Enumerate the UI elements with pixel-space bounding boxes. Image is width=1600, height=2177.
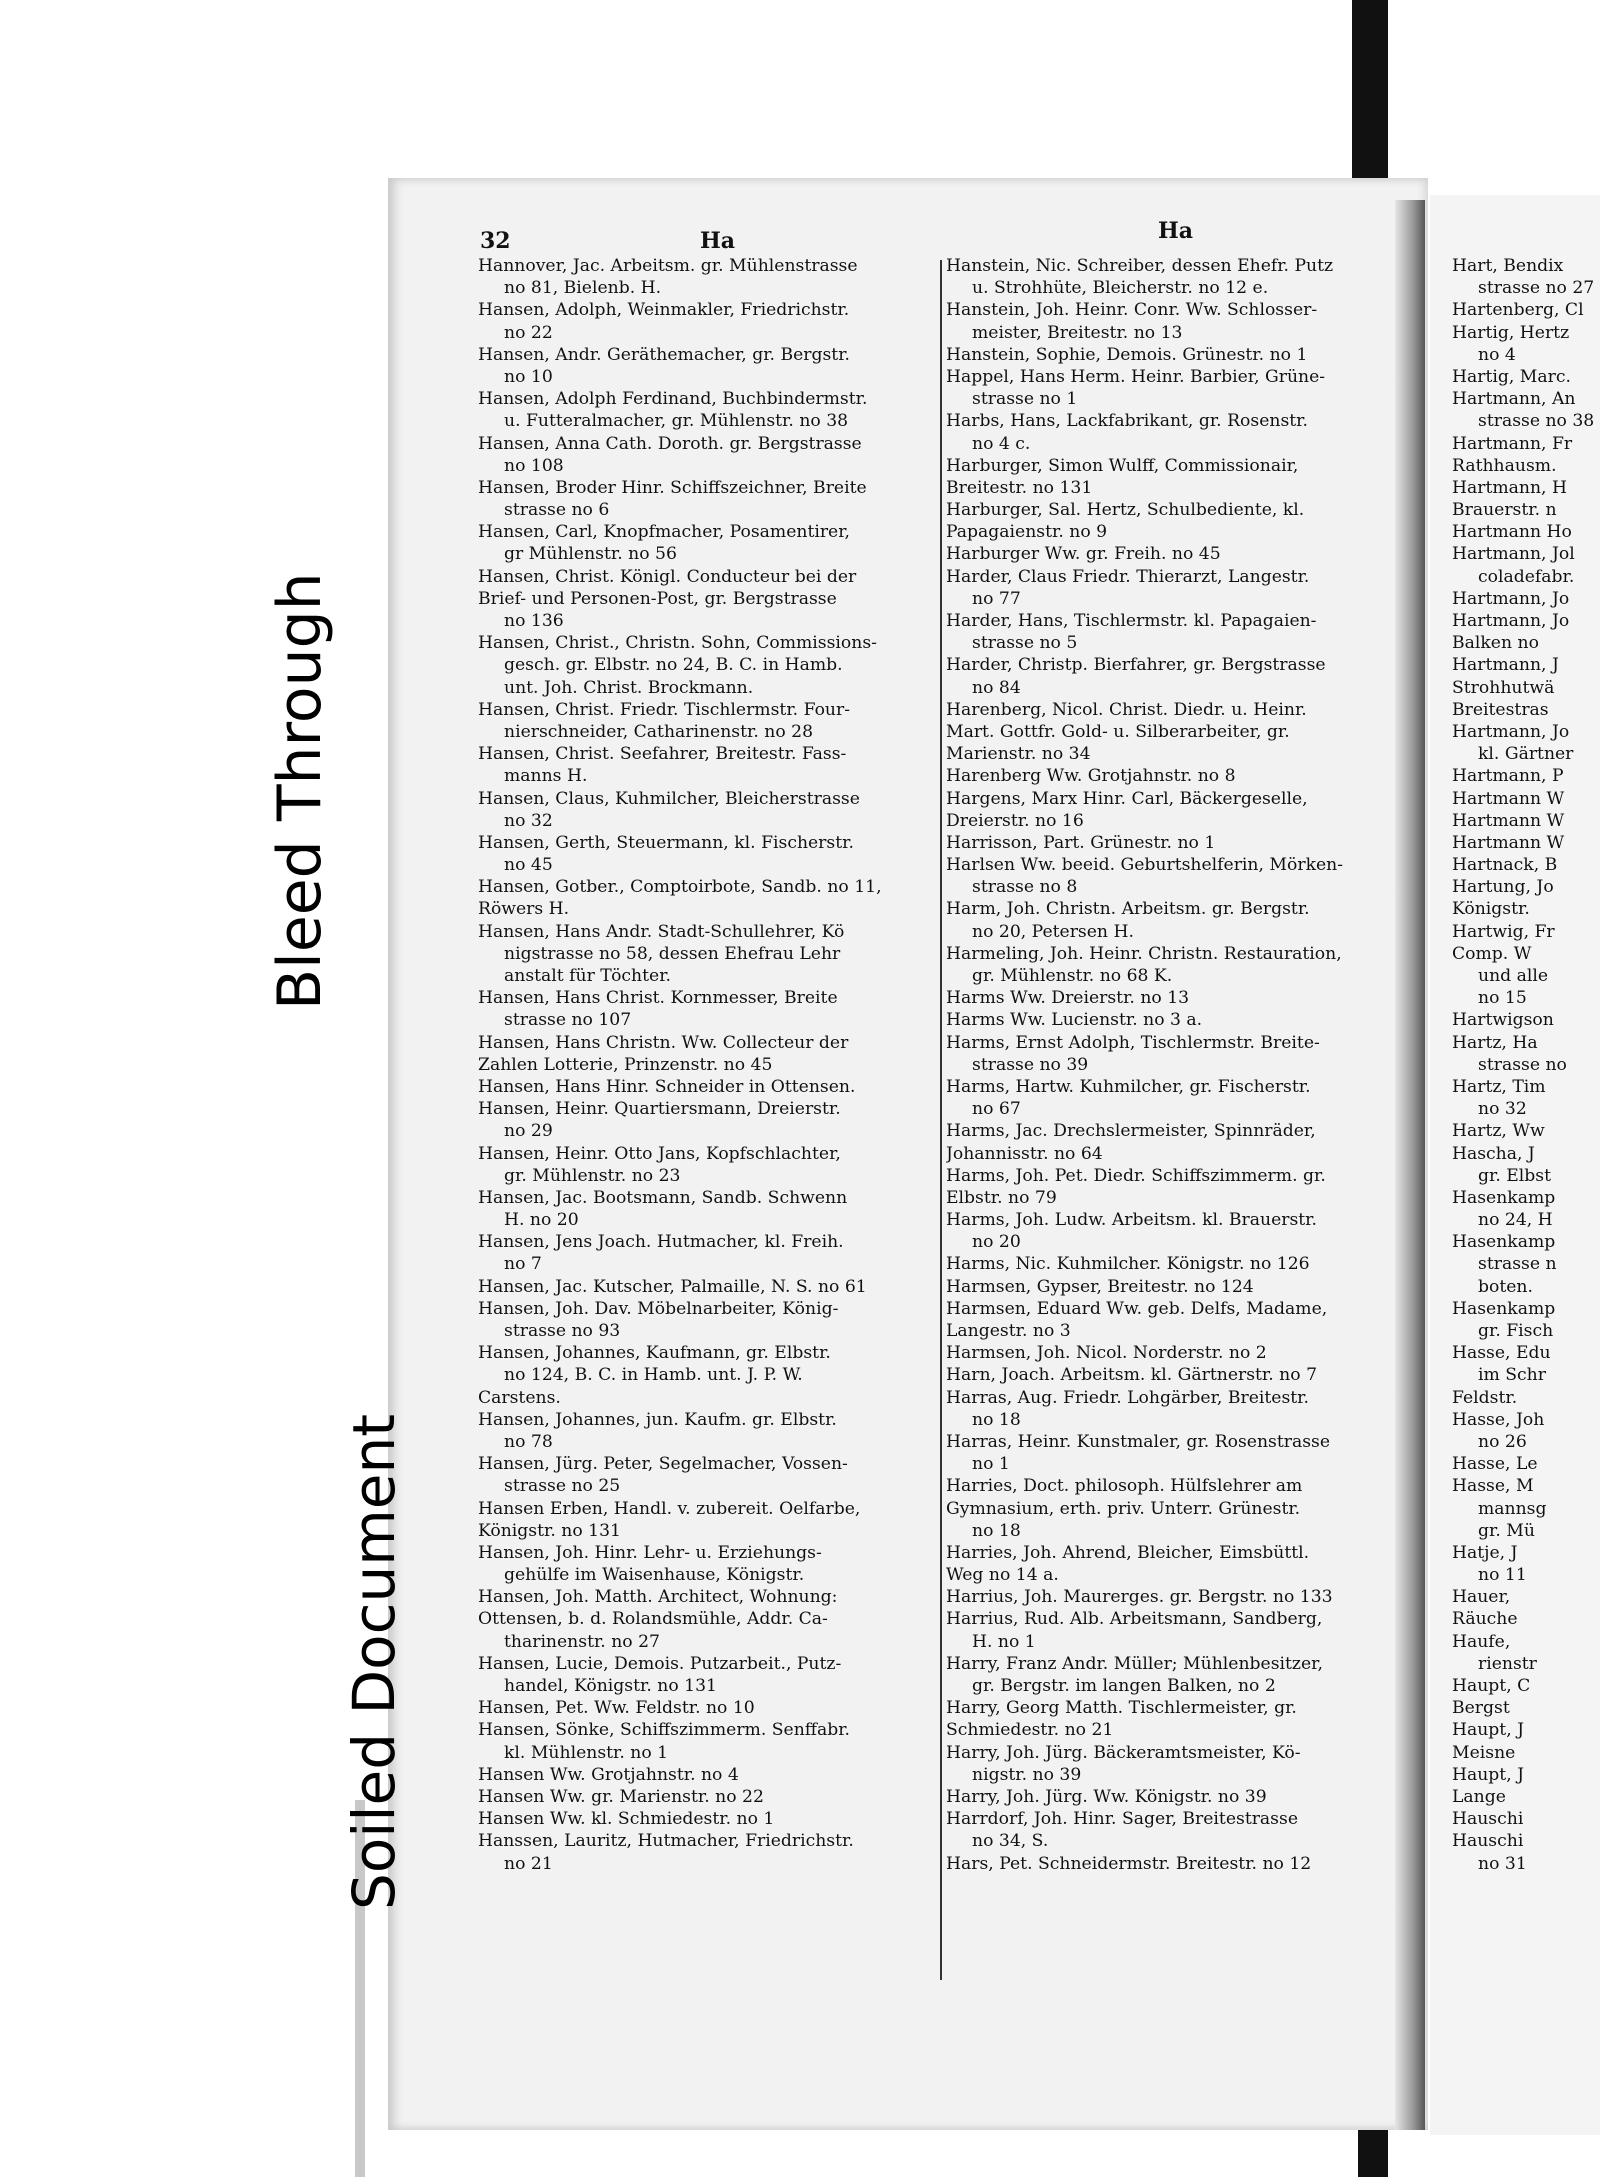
directory-line: manns H. <box>504 766 588 787</box>
directory-line: Haupt, J <box>1452 1720 1525 1741</box>
directory-line: Hansen, Christ., Christn. Sohn, Commissions- <box>478 633 877 654</box>
directory-line: Lange <box>1452 1786 1506 1807</box>
directory-line: Harrisson, Part. Grünestr. no 1 <box>946 832 1216 853</box>
directory-line: Hansen, Johannes, jun. Kaufm. gr. Elbstr. <box>478 1409 837 1430</box>
directory-line: no 32 <box>504 810 553 831</box>
directory-line: Harms, Jac. Drechslermeister, Spinnräder, <box>946 1121 1316 1142</box>
directory-line: Breitestras <box>1452 699 1549 720</box>
directory-line: no 20 <box>972 1232 1021 1253</box>
directory-line: no 18 <box>972 1409 1021 1430</box>
directory-line: Königstr. no 131 <box>478 1520 621 1541</box>
directory-line: Haupt, C <box>1452 1676 1531 1696</box>
directory-line: no 108 <box>504 455 564 476</box>
directory-line: no 7 <box>504 1254 542 1275</box>
directory-line: Elbstr. no 79 <box>946 1187 1057 1208</box>
directory-line: Harms Ww. Dreierstr. no 13 <box>946 988 1190 1009</box>
directory-line: Hansen, Claus, Kuhmilcher, Bleicherstrasse <box>478 788 860 809</box>
directory-line: Hansen Ww. gr. Marienstr. no 22 <box>478 1786 764 1807</box>
directory-line: gr. Bergstr. im langen Balken, no 2 <box>972 1676 1276 1696</box>
directory-line: no 81, Bielenb. H. <box>504 278 662 299</box>
directory-line: Hansen, Jürg. Peter, Segelmacher, Vossen- <box>478 1454 848 1475</box>
directory-line: Harry, Joh. Jürg. Ww. Königstr. no 39 <box>946 1786 1267 1807</box>
directory-line: Balken no <box>1452 633 1539 654</box>
directory-line: no 84 <box>972 677 1021 698</box>
directory-line: Hansen, Heinr. Otto Jans, Kopfschlachter, <box>478 1143 841 1164</box>
directory-line: Meisne <box>1452 1742 1516 1763</box>
directory-line: Harrius, Joh. Maurerges. gr. Bergstr. no 133 <box>946 1587 1333 1608</box>
running-head-left: Ha <box>700 228 736 254</box>
directory-line: Harms, Nic. Kuhmilcher. Königstr. no 126 <box>946 1254 1310 1275</box>
directory-line: Marienstr. no 34 <box>946 744 1091 765</box>
right-column <box>946 255 1392 1875</box>
directory-line: Rathhausm. <box>1452 455 1557 476</box>
book-gutter <box>1395 200 1425 2130</box>
directory-line: no 10 <box>504 366 553 387</box>
directory-line: Königstr. <box>1452 899 1530 920</box>
directory-line: Hartig, Marc. <box>1452 366 1571 387</box>
directory-line: coladefabr. <box>1478 566 1575 587</box>
directory-line: no 136 <box>504 611 564 631</box>
directory-line: gr Mühlenstr. no 56 <box>504 544 677 565</box>
directory-line: Breitestr. no 131 <box>946 477 1093 498</box>
directory-line: strasse no 38 <box>1478 411 1595 432</box>
directory-line: no 4 <box>1478 344 1516 365</box>
directory-line: Hartmann, Jol <box>1452 544 1575 565</box>
column-rule <box>940 260 942 1980</box>
directory-line: Hatje, J <box>1452 1542 1518 1563</box>
directory-line: Hansen, Lucie, Demois. Putzarbeit., Putz- <box>478 1653 842 1674</box>
directory-line: Röwers H. <box>478 899 570 920</box>
directory-line: Hars, Pet. Schneidermstr. Breitestr. no 12 <box>946 1853 1312 1874</box>
directory-line: Harder, Claus Friedr. Thierarzt, Langestr. <box>946 566 1310 587</box>
directory-line: Papagaienstr. no 9 <box>946 522 1108 543</box>
directory-line: strasse no 8 <box>972 877 1078 898</box>
directory-line: Hartmann W <box>1452 788 1565 809</box>
directory-line: Hartmann, P <box>1452 766 1564 787</box>
directory-line: no 77 <box>972 588 1021 609</box>
directory-line: Langestr. no 3 <box>946 1321 1071 1341</box>
directory-line: Harries, Doct. philosoph. Hülfslehrer am <box>946 1476 1303 1497</box>
directory-line: Happel, Hans Herm. Heinr. Barbier, Grüne- <box>946 366 1326 387</box>
directory-line: Harras, Heinr. Kunstmaler, gr. Rosenstrasse <box>946 1431 1331 1452</box>
directory-line: no 29 <box>504 1121 553 1142</box>
directory-line: Hargens, Marx Hinr. Carl, Bäckergeselle, <box>946 788 1308 809</box>
directory-line: Comp. W <box>1452 943 1532 964</box>
directory-line: Hartmann W <box>1452 832 1565 853</box>
directory-line: gr. Elbst <box>1478 1165 1552 1186</box>
directory-line: Harrdorf, Joh. Hinr. Sager, Breitestrasse <box>946 1809 1298 1830</box>
directory-line: no 15 <box>1478 988 1527 1009</box>
directory-line: nigstrasse no 58, dessen Ehefrau Lehr <box>504 943 841 964</box>
directory-line: Brauerstr. n <box>1452 500 1557 521</box>
directory-line: Harder, Christp. Bierfahrer, gr. Bergstrasse <box>946 655 1326 676</box>
directory-line: H. no 1 <box>972 1631 1036 1652</box>
directory-line: Hansen, Christ. Seefahrer, Breitestr. Fass- <box>478 744 847 765</box>
directory-line: Harmeling, Joh. Heinr. Christn. Restauration, <box>946 943 1342 964</box>
directory-line: strasse no 93 <box>504 1321 621 1341</box>
directory-line: strasse no 5 <box>972 633 1078 654</box>
directory-line: Gymnasium, erth. priv. Unterr. Grünestr. <box>946 1498 1301 1519</box>
directory-line: Carstens. <box>478 1387 561 1408</box>
directory-line: Harmsen, Gypser, Breitestr. no 124 <box>946 1276 1254 1297</box>
directory-line: Harries, Joh. Ahrend, Bleicher, Eimsbüttl. <box>946 1542 1310 1563</box>
directory-line: strasse no 6 <box>504 500 610 521</box>
directory-line: kl. Mühlenstr. no 1 <box>504 1742 669 1763</box>
directory-line: Hansen, Carl, Knopfmacher, Posamentirer, <box>478 522 851 543</box>
directory-line: Hansen, Hans Christn. Ww. Collecteur der <box>478 1032 849 1053</box>
directory-line: Hartwigson <box>1452 1010 1554 1031</box>
directory-line: Hasenkamp <box>1452 1232 1556 1253</box>
directory-line: Harmsen, Joh. Nicol. Norderstr. no 2 <box>946 1343 1267 1364</box>
directory-line: Harlsen Ww. beeid. Geburtshelferin, Mörken- <box>946 855 1344 876</box>
directory-line: gr. Fisch <box>1478 1321 1554 1341</box>
page-number: 32 <box>480 228 511 254</box>
directory-line: no 26 <box>1478 1431 1527 1452</box>
bleed-through-label: Bleed Through <box>265 572 335 1010</box>
directory-line: Hansen, Adolph, Weinmakler, Friedrichstr. <box>478 300 850 321</box>
directory-line: no 21 <box>504 1853 553 1874</box>
directory-line: no 45 <box>504 855 553 876</box>
directory-line: Mart. Gottfr. Gold- u. Silberarbeiter, gr. <box>946 721 1290 742</box>
directory-line: Harms, Joh. Ludw. Arbeitsm. kl. Brauerstr. <box>946 1210 1317 1231</box>
directory-line: strasse no 27 <box>1478 278 1595 299</box>
directory-line: strasse no 107 <box>504 1010 632 1031</box>
directory-line: Harry, Franz Andr. Müller; Mühlenbesitzer, <box>946 1653 1323 1674</box>
directory-line: Weg no 14 a. <box>946 1565 1059 1586</box>
directory-line: strasse no <box>1478 1054 1567 1075</box>
directory-line: Hanstein, Joh. Heinr. Conr. Ww. Schlosser- <box>946 300 1318 321</box>
directory-line: tharinenstr. no 27 <box>504 1631 660 1652</box>
directory-line: Hansen, Joh. Dav. Möbelnarbeiter, König- <box>478 1298 839 1319</box>
directory-line: no 1 <box>972 1454 1010 1475</box>
directory-line: handel, Königstr. no 131 <box>504 1676 717 1696</box>
directory-line: rienstr <box>1478 1653 1537 1674</box>
directory-line: Harms, Hartw. Kuhmilcher, gr. Fischerstr. <box>946 1076 1311 1097</box>
directory-line: Hart, Bendix <box>1452 256 1564 276</box>
directory-line: Hartmann, An <box>1452 389 1576 410</box>
directory-line: unt. Joh. Christ. Brockmann. <box>504 677 754 698</box>
directory-line: strasse no 1 <box>972 389 1078 410</box>
directory-line: no 11 <box>1478 1565 1527 1586</box>
directory-line: Harry, Georg Matth. Tischlermeister, gr. <box>946 1698 1297 1719</box>
directory-line: Hasenkamp <box>1452 1187 1556 1208</box>
directory-line: Harry, Joh. Jürg. Bäckeramtsmeister, Kö- <box>946 1742 1301 1763</box>
directory-line: Hasse, M <box>1452 1476 1534 1497</box>
directory-line: Hansen, Christ. Königl. Conducteur bei der <box>478 566 857 587</box>
directory-line: Brief- und Personen-Post, gr. Bergstrasse <box>478 588 837 609</box>
directory-line: Hansen, Johannes, Kaufmann, gr. Elbstr. <box>478 1343 831 1364</box>
directory-line: Hartmann, Jo <box>1452 721 1570 742</box>
directory-line: H. no 20 <box>504 1210 579 1231</box>
directory-line: Hartwig, Fr <box>1452 921 1555 942</box>
directory-line: nigstr. no 39 <box>972 1764 1082 1785</box>
directory-line: no 78 <box>504 1431 553 1452</box>
directory-line: und alle <box>1478 966 1549 986</box>
directory-line: no 31 <box>1478 1853 1527 1874</box>
directory-line: Harder, Hans, Tischlermstr. kl. Papagaien- <box>946 611 1317 631</box>
directory-line: Hansen, Adolph Ferdinand, Buchbindermstr. <box>478 389 868 410</box>
directory-line: Harms, Joh. Pet. Diedr. Schiffszimmerm. gr. <box>946 1165 1326 1186</box>
directory-line: Harbs, Hans, Lackfabrikant, gr. Rosenstr. <box>946 411 1308 432</box>
directory-line: Harms, Ernst Adolph, Tischlermstr. Breite- <box>946 1032 1320 1053</box>
directory-line: Hascha, J <box>1452 1143 1535 1164</box>
directory-line: Hartnack, B <box>1452 855 1558 876</box>
directory-line: Bergst <box>1452 1698 1510 1719</box>
directory-line: Hartz, Tim <box>1452 1076 1546 1097</box>
directory-line: anstalt für Töchter. <box>504 966 671 986</box>
directory-line: Harm, Joh. Christn. Arbeitsm. gr. Bergstr. <box>946 899 1310 920</box>
directory-line: Hansen, Sönke, Schiffszimmerm. Senffabr. <box>478 1720 851 1741</box>
directory-line: mannsg <box>1478 1498 1547 1519</box>
directory-line: Hartmann, Jo <box>1452 588 1570 609</box>
directory-line: Harburger, Sal. Hertz, Schulbediente, kl. <box>946 500 1305 521</box>
directory-line: Hansen, Hans Christ. Kornmesser, Breite <box>478 988 838 1009</box>
directory-line: Hannover, Jac. Arbeitsm. gr. Mühlenstrasse <box>478 256 858 276</box>
directory-line: Hartmann, H <box>1452 477 1567 498</box>
directory-line: Harn, Joach. Arbeitsm. kl. Gärtnerstr. no 7 <box>946 1365 1317 1386</box>
directory-line: Hansen, Hans Hinr. Schneider in Ottensen. <box>478 1076 856 1097</box>
directory-line: strasse n <box>1478 1254 1557 1275</box>
directory-line: Hartmann W <box>1452 810 1565 831</box>
directory-line: Hasenkamp <box>1452 1298 1556 1319</box>
directory-line: Hasse, Edu <box>1452 1343 1551 1364</box>
directory-line: strasse no 25 <box>504 1476 621 1497</box>
directory-line: Harras, Aug. Friedr. Lohgärber, Breitestr. <box>946 1387 1309 1408</box>
directory-line: Hartmann, Jo <box>1452 611 1570 631</box>
directory-line: Feldstr. <box>1452 1387 1518 1408</box>
directory-line: gehülfe im Waisenhause, Königstr. <box>504 1565 805 1586</box>
running-head-right: Ha <box>1158 218 1194 244</box>
directory-line: kl. Gärtner <box>1478 744 1574 765</box>
directory-line: Hartmann, Fr <box>1452 433 1573 454</box>
left-column <box>478 255 936 1875</box>
directory-line: Haufe, <box>1452 1631 1511 1652</box>
directory-line: no 124, B. C. in Hamb. unt. J. P. W. <box>504 1365 803 1386</box>
directory-line: Harenberg, Nicol. Christ. Diedr. u. Heinr. <box>946 699 1307 720</box>
directory-line: Johannisstr. no 64 <box>946 1143 1103 1164</box>
soiled-document-label: Soiled Document <box>340 1414 408 1910</box>
directory-line: no 32 <box>1478 1099 1527 1120</box>
directory-line: Hansen, Jac. Kutscher, Palmaille, N. S. no 61 <box>478 1276 867 1297</box>
directory-line: Harenberg Ww. Grotjahnstr. no 8 <box>946 766 1236 787</box>
directory-line: Räuche <box>1452 1609 1518 1630</box>
directory-line: Hansen, Anna Cath. Doroth. gr. Bergstrasse <box>478 433 862 454</box>
directory-line: no 34, S. <box>972 1831 1049 1852</box>
directory-line: Harms Ww. Lucienstr. no 3 a. <box>946 1010 1203 1031</box>
directory-line: gr. Mühlenstr. no 23 <box>504 1165 681 1186</box>
directory-line: Hasse, Joh <box>1452 1409 1545 1430</box>
directory-line: Ottensen, b. d. Rolandsmühle, Addr. Ca- <box>478 1609 828 1630</box>
directory-line: nierschneider, Catharinenstr. no 28 <box>504 721 814 742</box>
directory-line: Harmsen, Eduard Ww. geb. Delfs, Madame, <box>946 1298 1328 1319</box>
directory-line: Hansen, Gotber., Comptoirbote, Sandb. no 11, <box>478 877 882 898</box>
directory-line: Hansen, Broder Hinr. Schiffszeichner, Breite <box>478 477 867 498</box>
directory-line: Hartenberg, Cl <box>1452 300 1584 321</box>
directory-line: Hansen, Gerth, Steuermann, kl. Fischerstr. <box>478 832 854 853</box>
directory-line: no 67 <box>972 1099 1021 1120</box>
directory-line: Hansen Ww. kl. Schmiedestr. no 1 <box>478 1809 775 1830</box>
directory-line: Hauschi <box>1452 1809 1524 1830</box>
directory-line: Hansen, Andr. Geräthemacher, gr. Bergstr. <box>478 344 851 365</box>
directory-line: Harburger Ww. gr. Freih. no 45 <box>946 544 1221 565</box>
directory-line: Hansen, Joh. Hinr. Lehr- u. Erziehungs- <box>478 1542 822 1563</box>
directory-line: no 18 <box>972 1520 1021 1541</box>
directory-line: Hasse, Le <box>1452 1454 1538 1475</box>
directory-line: Hartz, Ha <box>1452 1032 1538 1053</box>
directory-line: Haupt, J <box>1452 1764 1525 1785</box>
directory-line: Hansen Erben, Handl. v. zubereit. Oelfarbe, <box>478 1498 861 1519</box>
directory-line: gr. Mü <box>1478 1520 1535 1541</box>
directory-line: Schmiedestr. no 21 <box>946 1720 1114 1741</box>
directory-line: Hansen, Jac. Bootsmann, Sandb. Schwenn <box>478 1187 848 1208</box>
directory-line: Zahlen Lotterie, Prinzenstr. no 45 <box>478 1054 773 1075</box>
directory-line: Harrius, Rud. Alb. Arbeitsmann, Sandberg, <box>946 1609 1323 1630</box>
directory-line: u. Futteralmacher, gr. Mühlenstr. no 38 <box>504 411 849 432</box>
directory-line: Hansen, Joh. Matth. Architect, Wohnung: <box>478 1587 838 1608</box>
directory-line: Harburger, Simon Wulff, Commissionair, <box>946 455 1299 476</box>
directory-line: Hartmann, J <box>1452 655 1559 676</box>
directory-line: no 4 c. <box>972 433 1031 454</box>
next-page-column <box>1452 255 1600 1875</box>
directory-line: im Schr <box>1478 1365 1546 1386</box>
directory-line: gesch. gr. Elbstr. no 24, B. C. in Hamb. <box>504 655 843 676</box>
directory-line: strasse no 39 <box>972 1054 1089 1075</box>
directory-line: boten. <box>1478 1276 1533 1297</box>
directory-line: Strohhutwä <box>1452 677 1555 698</box>
directory-line: Hanssen, Lauritz, Hutmacher, Friedrichstr. <box>478 1831 854 1852</box>
directory-line: Hansen, Pet. Ww. Feldstr. no 10 <box>478 1698 755 1719</box>
directory-line: Hansen, Hans Andr. Stadt-Schullehrer, Kö <box>478 921 845 942</box>
dark-edge-top <box>1352 0 1388 185</box>
directory-line: Hartig, Hertz <box>1452 322 1570 343</box>
directory-line: Hartung, Jo <box>1452 877 1554 898</box>
directory-line: Hansen, Heinr. Quartiersmann, Dreierstr. <box>478 1099 841 1120</box>
directory-line: Hanstein, Sophie, Demois. Grünestr. no 1 <box>946 344 1308 365</box>
directory-line: Hauer, <box>1452 1587 1511 1608</box>
directory-line: no 20, Petersen H. <box>972 921 1134 942</box>
directory-line: no 24, H <box>1478 1210 1553 1231</box>
directory-line: Hansen, Christ. Friedr. Tischlermstr. Four- <box>478 699 851 720</box>
directory-line: Hansen, Jens Joach. Hutmacher, kl. Freih. <box>478 1232 844 1253</box>
directory-line: no 22 <box>504 322 553 343</box>
directory-line: Hanstein, Nic. Schreiber, dessen Ehefr. Putz <box>946 256 1334 276</box>
directory-line: Hartz, Ww <box>1452 1121 1545 1142</box>
directory-line: Hansen Ww. Grotjahnstr. no 4 <box>478 1764 739 1785</box>
directory-line: Hauschi <box>1452 1831 1524 1852</box>
directory-line: u. Strohhüte, Bleicherstr. no 12 e. <box>972 278 1269 299</box>
directory-line: Hartmann Ho <box>1452 522 1572 543</box>
directory-line: meister, Breitestr. no 13 <box>972 322 1183 343</box>
directory-line: Dreierstr. no 16 <box>946 810 1084 831</box>
directory-line: gr. Mühlenstr. no 68 K. <box>972 966 1173 986</box>
